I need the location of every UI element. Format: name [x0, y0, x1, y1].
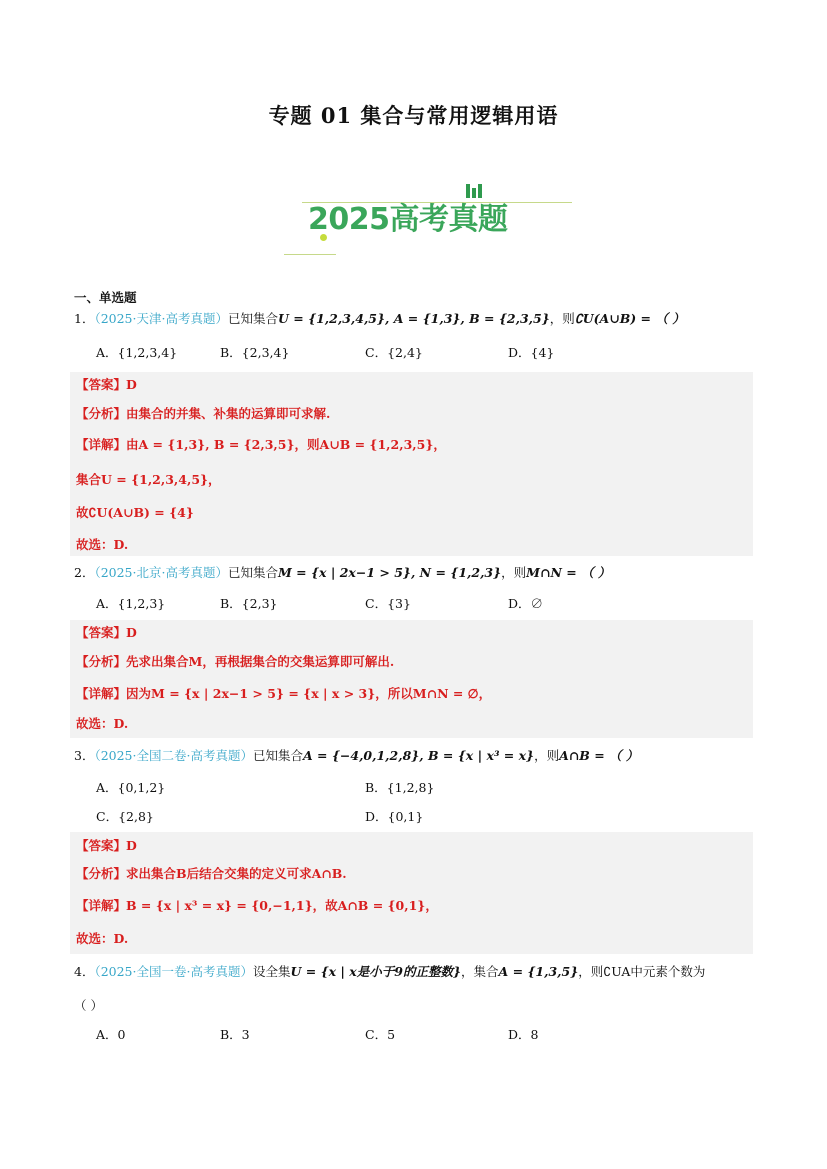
question-2: 2．（2025·北京·高考真题）已知集合M = {x | 2x−1 > 5}, N = {1,2,3}，则M∩N = （ ） [74, 565, 611, 580]
q1-answer-box [70, 372, 753, 556]
q3-analysis: 【分析】求出集合B后结合交集的定义可求A∩B. [76, 866, 347, 881]
q1-detail-2: 集合U = {1,2,3,4,5}， [76, 472, 221, 487]
q3-option-c: C．{2,8} [96, 809, 154, 824]
q2-detail-1: 【详解】因为M = {x | 2x−1 > 5} = {x | x > 3}，所以M∩N = ∅， [76, 686, 492, 701]
q3-choose: 故选：D. [76, 931, 129, 946]
q3-answer: 【答案】D [76, 838, 137, 853]
page-title: 专题 01 集合与常用逻辑用语 [268, 103, 559, 128]
q4-option-b: B．3 [220, 1027, 250, 1042]
q1-option-b: B．{2,3,4} [220, 345, 290, 360]
question-source: （2025·北京·高考真题） [94, 565, 228, 580]
q1-option-a: A．{1,2,3,4} [96, 345, 178, 360]
q4-option-a: A．0 [96, 1027, 126, 1042]
question-source: （2025·天津·高考真题） [94, 311, 228, 326]
q2-choose: 故选：D. [76, 716, 129, 731]
question-source: （2025·全国一卷·高考真题） [94, 964, 253, 979]
q4-option-d: D．8 [508, 1027, 539, 1042]
q2-answer: 【答案】D [76, 625, 137, 640]
q4-paren: （ ） [74, 998, 103, 1013]
q1-answer: 【答案】D [76, 377, 137, 392]
q2-option-d: D．∅ [508, 596, 544, 611]
q1-detail-3: 故∁U(A∪B) = {4} [76, 505, 194, 520]
q1-analysis: 【分析】由集合的并集、补集的运算即可求解. [76, 406, 331, 421]
q2-option-b: B．{2,3} [220, 596, 278, 611]
q2-answer-box [70, 620, 753, 738]
question-4: 4．（2025·全国一卷·高考真题）设全集U = {x | x是小于9的正整数}，集合A = {1,3,5}，则∁UA中元素个数为 [74, 964, 706, 979]
q2-option-a: A．{1,2,3} [96, 596, 166, 611]
question-3: 3．（2025·全国二卷·高考真题）已知集合A = {−4,0,1,2,8}, B = {x | x³ = x}，则A∩B = （ ） [74, 748, 639, 763]
q4-option-c: C．5 [365, 1027, 396, 1042]
q2-option-c: C．{3} [365, 596, 411, 611]
q1-detail-1: 【详解】由A = {1,3}, B = {2,3,5}，则A∪B = {1,2,3,5}， [76, 437, 446, 452]
q1-option-d: D．{4} [508, 345, 555, 360]
q3-option-d: D．{0,1} [365, 809, 424, 824]
badge-line-bottom [284, 254, 336, 255]
q3-option-a: A．{0,1,2} [96, 780, 166, 795]
question-1: 1．（2025·天津·高考真题）已知集合U = {1,2,3,4,5}, A = {1,3}, B = {2,3,5}，则∁U(A∪B) = （ ） [74, 311, 685, 326]
q2-analysis: 【分析】先求出集合M，再根据集合的交集运算即可解出. [76, 654, 395, 669]
badge-text: 2025高考真题 [308, 202, 508, 237]
gaokao-badge [280, 180, 570, 260]
question-source: （2025·全国二卷·高考真题） [94, 748, 253, 763]
q1-option-c: C．{2,4} [365, 345, 423, 360]
q3-answer-box [70, 832, 753, 954]
q3-detail-1: 【详解】B = {x | x³ = x} = {0,−1,1}，故A∩B = {0,1}， [76, 898, 438, 913]
q1-choose: 故选：D. [76, 537, 129, 552]
section-heading: 一、单选题 [74, 290, 137, 305]
q3-option-b: B．{1,2,8} [365, 780, 435, 795]
